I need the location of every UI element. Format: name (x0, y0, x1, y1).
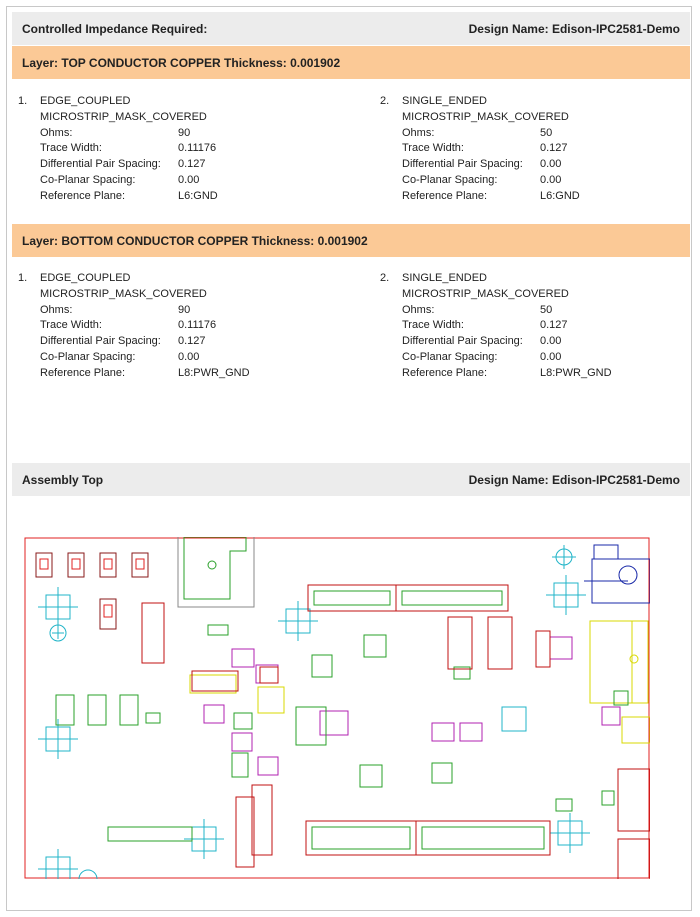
impedance-title: Controlled Impedance Required: (22, 21, 208, 36)
prop-key: Trace Width: (402, 142, 464, 155)
prop-row (40, 141, 218, 157)
prop-value: L6:GND (540, 189, 580, 202)
prop-key: Reference Plane: (40, 189, 125, 202)
connector-j1 (308, 585, 396, 611)
prop-row (40, 334, 250, 350)
prop-value: L8:PWR_GND (178, 366, 250, 379)
entry-type: EDGE_COUPLED (40, 272, 131, 284)
prop-value: 0.127 (178, 158, 206, 171)
prop-key: Trace Width: (40, 142, 102, 155)
prop-key: Trace Width: (402, 319, 464, 332)
prop-key: Reference Plane: (402, 189, 487, 202)
prop-value: 90 (178, 126, 191, 139)
impedance-header (12, 12, 690, 45)
entry-type: EDGE_COUPLED (40, 95, 131, 107)
prop-value: 0.11176 (178, 142, 217, 155)
prop-key: Co-Planar Spacing: (40, 350, 136, 363)
design-name: Design Name: Edison-IPC2581-Demo (468, 21, 680, 36)
entry-subtype: MICROSTRIP_MASK_COVERED (40, 287, 207, 300)
prop-value: 90 (178, 303, 191, 316)
entry-number: 2. (380, 95, 390, 107)
prop-row (40, 303, 250, 319)
prop-row (402, 173, 580, 189)
prop-row (402, 189, 580, 205)
top-left-parts (36, 553, 148, 629)
prop-row (40, 173, 218, 189)
prop-row (40, 350, 250, 366)
prop-row (40, 157, 218, 173)
prop-row (402, 334, 612, 350)
prop-key: Reference Plane: (40, 366, 125, 379)
prop-value: 0.127 (540, 319, 568, 332)
yellow-parts (190, 621, 650, 743)
jack-connector (584, 545, 650, 603)
entry-number: 2. (380, 272, 390, 284)
prop-key: Co-Planar Spacing: (402, 173, 498, 186)
prop-row (402, 303, 612, 319)
prop-key: Differential Pair Spacing: (40, 158, 161, 171)
prop-value: L8:PWR_GND (540, 366, 612, 379)
assembly-design-name: Design Name: Edison-IPC2581-Demo (468, 472, 680, 487)
prop-value: 0.127 (178, 335, 206, 348)
assembly-drawing (24, 537, 650, 879)
prop-row (402, 141, 580, 157)
prop-key: Ohms: (40, 303, 73, 316)
assembly-title: Assembly Top (22, 472, 104, 487)
prop-value: 0.00 (178, 350, 200, 363)
layer-top-header (12, 46, 690, 79)
module-marker (208, 561, 216, 569)
prop-key: Differential Pair Spacing: (402, 335, 523, 348)
prop-key: Ohms: (402, 126, 435, 139)
entry-subtype: MICROSTRIP_MASK_COVERED (402, 287, 569, 300)
prop-key: Ohms: (402, 303, 435, 316)
purple-components (204, 637, 620, 775)
layer-top-title: Layer: TOP CONDUCTOR COPPER Thickness: 0.001902 (22, 55, 341, 70)
entry-number: 1. (18, 272, 28, 284)
prop-value: 50 (540, 303, 553, 316)
prop-value: 0.11176 (178, 319, 217, 332)
prop-value: 0.00 (178, 173, 200, 186)
entry-subtype: MICROSTRIP_MASK_COVERED (40, 110, 207, 123)
entry-type: SINGLE_ENDED (402, 272, 487, 284)
prop-row (40, 126, 218, 142)
prop-row (402, 350, 612, 366)
prop-key: Reference Plane: (402, 366, 487, 379)
layer-bottom-header (12, 224, 690, 257)
connector-j2 (396, 585, 508, 611)
prop-row (402, 318, 612, 334)
entry-number: 1. (18, 95, 28, 107)
prop-value: 0.00 (540, 173, 562, 186)
module-outline (178, 537, 254, 607)
prop-row (402, 366, 612, 382)
layer-bottom-title: Layer: BOTTOM CONDUCTOR COPPER Thickness: 0.001902 (22, 233, 368, 248)
entry-type: SINGLE_ENDED (402, 95, 487, 107)
prop-key: Ohms: (40, 126, 73, 139)
prop-row (40, 189, 218, 205)
prop-row (40, 318, 250, 334)
prop-row (40, 366, 250, 382)
connector-j3 (306, 821, 416, 855)
prop-key: Differential Pair Spacing: (40, 335, 161, 348)
prop-value: L6:GND (178, 189, 218, 202)
prop-row (402, 126, 580, 142)
prop-key: Trace Width: (40, 319, 102, 332)
prop-key: Co-Planar Spacing: (402, 350, 498, 363)
prop-key: Co-Planar Spacing: (40, 173, 136, 186)
prop-value: 0.00 (540, 350, 562, 363)
edge-connector (108, 827, 192, 841)
connector-j4 (416, 821, 550, 855)
entry-subtype: MICROSTRIP_MASK_COVERED (402, 110, 569, 123)
prop-value: 50 (540, 126, 553, 139)
prop-value: 0.00 (540, 158, 562, 171)
prop-value: 0.00 (540, 335, 562, 348)
prop-row (402, 157, 580, 173)
red-components (142, 603, 650, 879)
prop-value: 0.127 (540, 142, 568, 155)
assembly-header (12, 463, 690, 496)
prop-key: Differential Pair Spacing: (402, 158, 523, 171)
